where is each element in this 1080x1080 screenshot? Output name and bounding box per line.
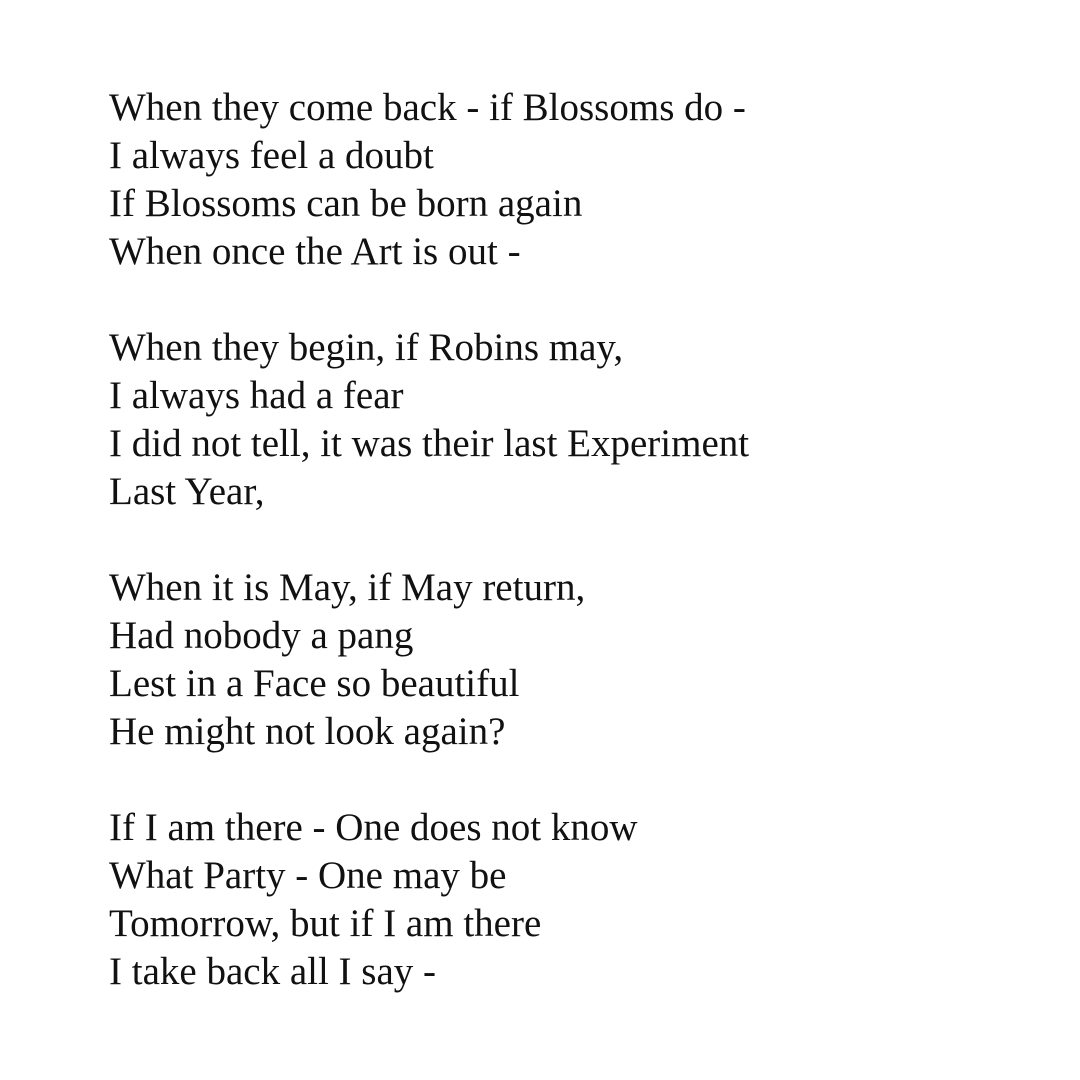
poem-line: I always had a fear [109,374,404,417]
poem-line: Tomorrow, but if I am there [109,902,542,945]
poem-line: Had nobody a pang [109,614,414,657]
poem-line: When once the Art is out - [109,230,521,273]
poem-line: If I am there - One does not know [109,806,638,849]
stanza-1 [109,84,1009,276]
poem-line: I did not tell, it was their last Experiment [109,422,750,465]
poem-line: I take back all I say - [109,950,437,993]
stanza-3 [109,564,1009,756]
poem-line: He might not look again? [109,710,506,753]
poem-line: When they come back - if Blossoms do - [109,86,746,129]
poem-line: What Party - One may be [109,854,507,897]
stanza-2 [109,324,1009,516]
poem-line: I always feel a doubt [109,134,434,177]
poem-line: If Blossoms can be born again [109,182,583,225]
stanza-4 [109,804,1009,996]
poem-line: Lest in a Face so beautiful [109,662,520,705]
poem [109,84,1009,996]
poem-line: When they begin, if Robins may, [109,326,624,369]
poem-line: Last Year, [109,470,265,513]
poem-line: When it is May, if May return, [109,566,586,609]
